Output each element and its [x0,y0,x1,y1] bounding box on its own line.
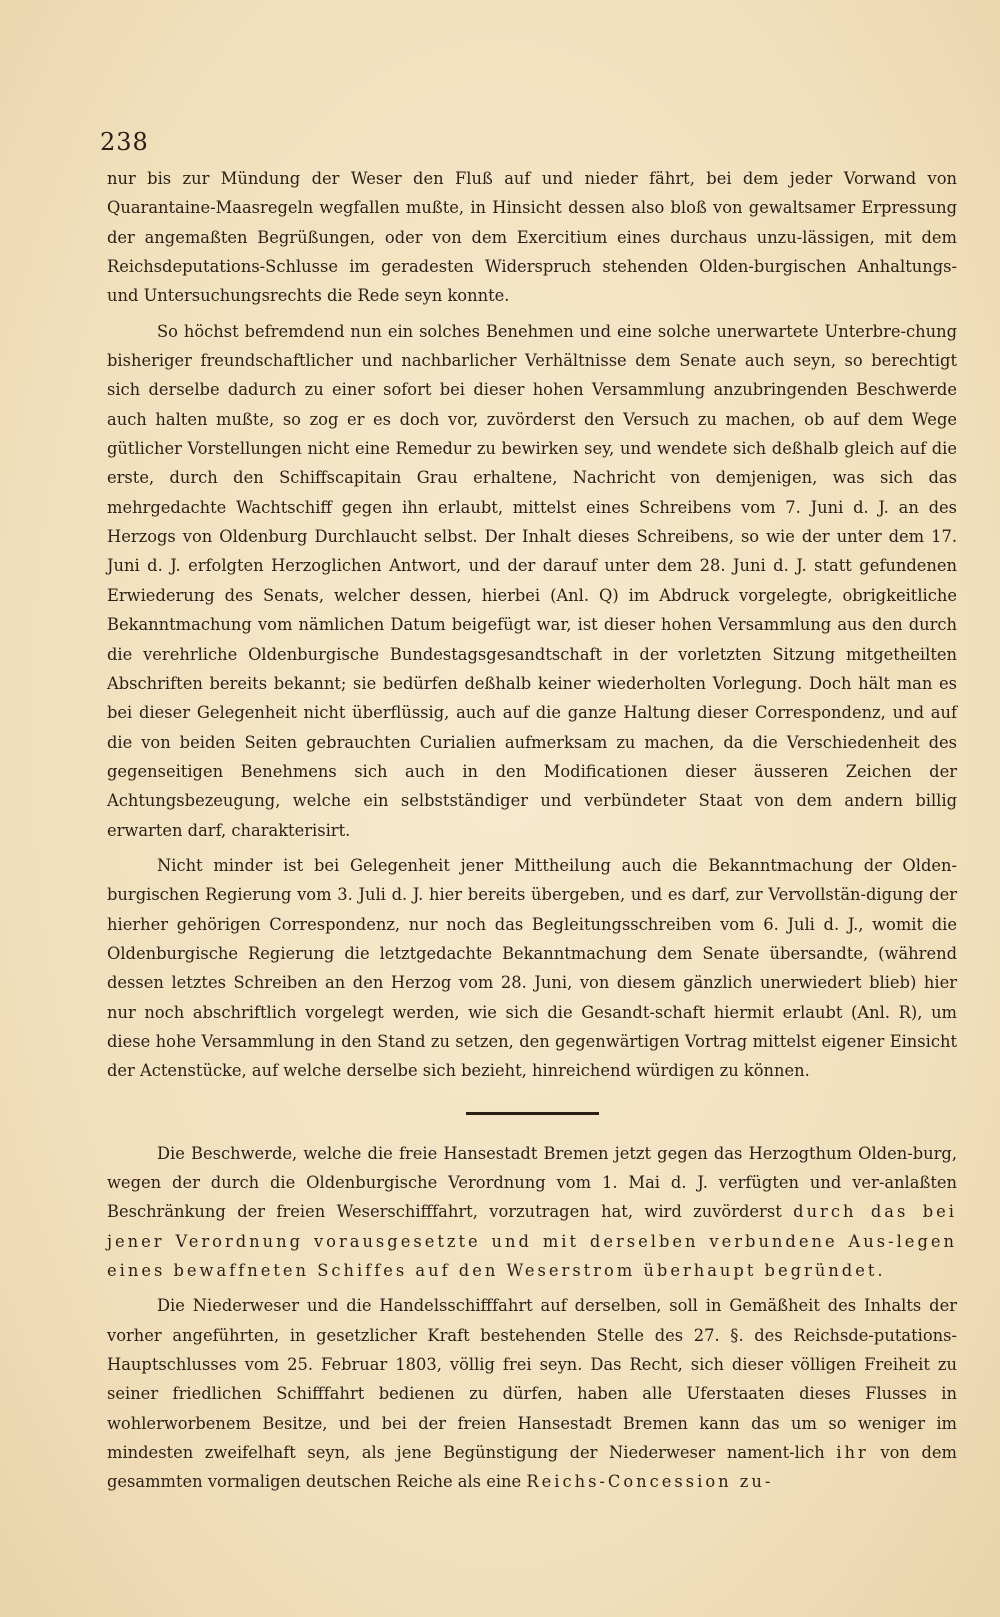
paragraph-5-text-a: Die Niederweser und die Handelsschifffahrt auf derselben, soll in Gemäßheit des Inhalts der vorher angeführten, in gesetzlicher Kraft bestehenden Stelle des 27. §. des Reichsde-putations-Hauptschlusses vom 25. Februar 1803, völlig frei seyn. Das Recht, sich dieser völligen Freiheit zu seiner friedlichen Schifffahrt bedienen zu dürfen, haben alle Uferstaaten dieses Flusses in wohlerworbenem Besitze, und bei der freien Hansestadt Bremen kann das um so weniger im mindesten zweifelhaft seyn, als jene Begünstigung der Niederweser nament-lich [107,1296,957,1463]
paragraph-3: Nicht minder ist bei Gelegenheit jener Mittheilung auch die Bekanntmachung der Olden-burgischen Regierung vom 3. Juli d. J. hier bereits übergeben, und es darf, zur Vervollstän-digung der hierher gehörigen Correspondenz, nur noch das Begleitungsschreiben vom 6. Juli d. J., womit die Oldenburgische Regierung die letztgedachte Bekanntmachung dem Senate übersandte, (während dessen letztes Schreiben an den Herzog vom 28. Juni, von diesem gänzlich unerwiedert blieb) hier nur noch abschriftlich vorgelegt werden, wie sich die Gesandt-schaft hiermit erlaubt (Anl. R), um diese hohe Versammlung in den Stand zu setzen, den gegenwärtigen Vortrag mittelst eigener Einsicht der Actenstücke, auf welche derselbe sich bezieht, hinreichend würdigen zu können. [107,855,957,1081]
paragraph-4 [107,1139,957,1286]
section-divider [466,1112,599,1115]
page-number: 238 [100,128,149,156]
paragraph-1: nur bis zur Mündung der Weser den Fluß auf und nieder fährt, bei dem jeder Vorwand von Quarantaine-Maasregeln wegfallen mußte, in Hinsicht dessen also bloß von gewaltsamer Erpressung der angemaßten Begrüßungen, oder von dem Exercitium eines durchaus unzu-lässigen, mit dem Reichsdeputations-Schlusse im geradesten Widerspruch stehenden Olden-burgischen Anhaltungs- und Untersuchungsrechts die Rede seyn konnte. [107,169,957,306]
paragraph-2: So höchst befremdend nun ein solches Benehmen und eine solche unerwartete Unterbre-chung bisheriger freundschaftlicher und nachbarlicher Verhältnisse dem Senate auch seyn, so berechtigt sich derselbe dadurch zu einer sofort bei dieser hohen Versammlung anzubringenden Beschwerde auch halten mußte, so zog er es doch vor, zuvörderst den Versuch zu machen, ob auf dem Wege gütlicher Vorstellungen nicht eine Remedur zu bewirken sey, und wendete sich deßhalb gleich auf die erste, durch den Schiffscapitain Grau erhaltene, Nachricht von demjenigen, was sich das mehrgedachte Wachtschiff gegen ihn erlaubt, mittelst eines Schreibens vom 7. Juni d. J. an des Herzogs von Oldenburg Durchlaucht selbst. Der Inhalt dieses Schreibens, so wie der unter dem 17. Juni d. J. erfolgten Herzoglichen Antwort, und der darauf unter dem 28. Juni d. J. statt gefundenen Erwiederung des Senats, welcher dessen, hierbei (Anl. Q) im Abdruck vorgelegte, obrigkeitliche Bekanntmachung vom nämlichen Datum beigefügt war, ist dieser hohen Versammlung aus den durch die verehrliche Oldenburgische Bundestagsgesandtschaft in der vorletzten Sitzung mitgetheilten Abschriften bereits bekannt; sie bedürfen deßhalb keiner wiederholten Vorlegung. Doch hält man es bei dieser Gelegenheit nicht überflüssig, auch auf die ganze Haltung dieser Correspondenz, und auf die von beiden Seiten gebrauchten Curialien aufmerksam zu machen, da die Verschiedenheit des gegenseitigen Benehmens sich auch in den Modificationen dieser äusseren Zeichen der Achtungsbezeugung, welche ein selbstständiger und verbündeter Staat von dem andern billig erwarten darf, charakterisirt. [107,321,957,840]
paragraph-5-text-b: von dem gesammten vormaligen deutschen Reiche als eine [107,1443,957,1492]
paragraph-4-emphasis: durch das bei jener Verordnung vorausgesetzte und mit derselben verbundene Aus-legen eines bewaffneten Schiffes auf den Weserstrom überhaupt begründet. [107,1202,957,1281]
body-text [107,164,957,1503]
paragraph-5-emphasis-a: ihr [836,1443,869,1463]
paragraph-5 [107,1291,957,1496]
paragraph-5-emphasis-b: Reichs-Concession zu- [526,1472,774,1492]
paragraph-4-text: Die Beschwerde, welche die freie Hansestadt Bremen jetzt gegen das Herzogthum Olden-burg, wegen der durch die Oldenburgische Verordnung vom 1. Mai d. J. verfügten und ver-anlaßten Beschränkung der freien Weserschifffahrt, vorzutragen hat, wird zuvörderst [107,1143,957,1222]
